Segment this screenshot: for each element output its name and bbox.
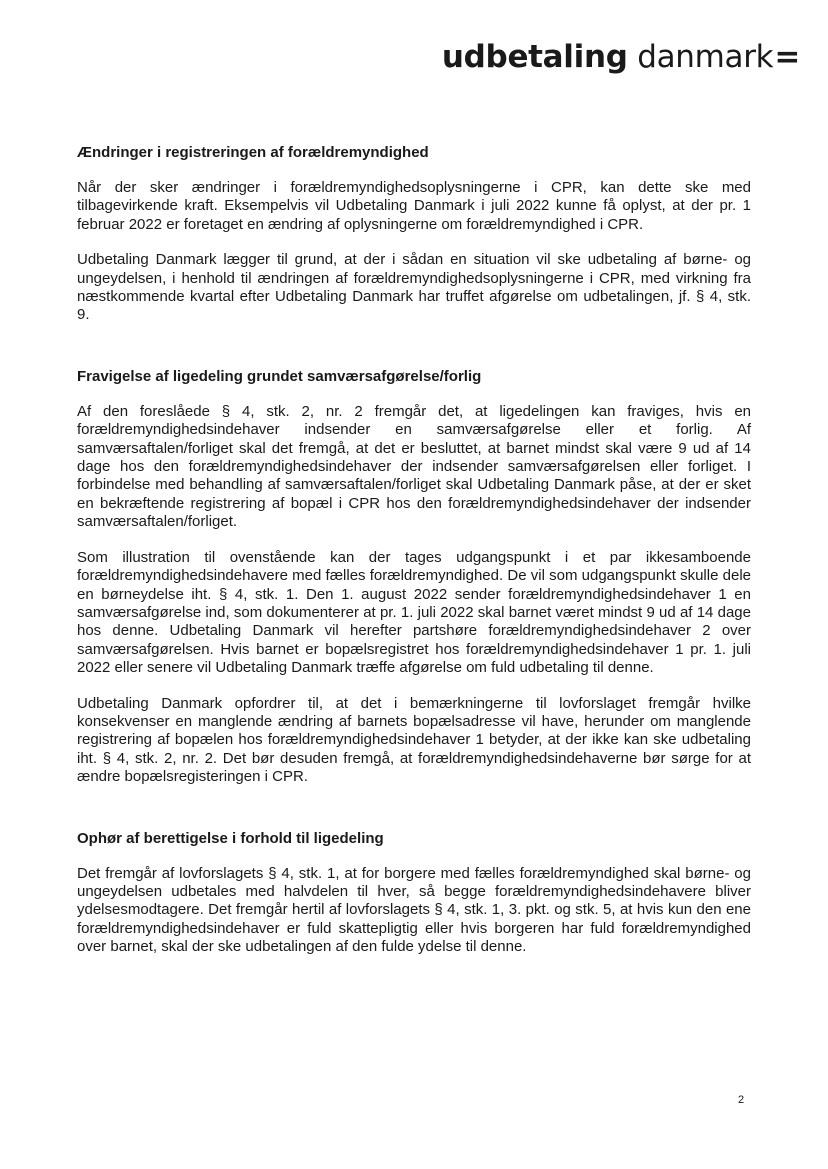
paragraph: Af den foreslåede § 4, stk. 2, nr. 2 fremgår det, at ligedelingen kan fraviges, hvis en forældremyndighedsindehaver indsender en samværsafgørelse eller et forlig. Af samværsaftalen/forliget skal det fremgå, at det er besluttet, at barnet mindst skal være 9 ud af 14 dage hos den forældremyndighedsindehaver der indsender samværsafgørelsen eller forliget. I forbindelse med behandling af samværsaftalen/forliget skal Udbetaling Danmark påse, at der er sket en bekræftende registrering af bopæl i CPR hos den forældremyndighedsindehaver der indsender samværsaftalen/forliget. (77, 402, 751, 531)
logo-word-udbetaling: udbetaling (441, 39, 628, 75)
paragraph: Når der sker ændringer i forældremyndighedsoplysningerne i CPR, kan dette ske med tilbagevirkende kraft. Eksempelvis vil Udbetaling Danmark i juli 2022 kunne få oplyst, at der pr. 1 februar 2022 er foretaget en ændring af oplysningerne om forældremyndighed i CPR. (77, 179, 751, 233)
logo-word-danmark: danmark (637, 39, 774, 75)
section-heading: Fravigelse af ligedeling grundet samværsafgørelse/forlig (77, 367, 482, 385)
section-heading: Ændringer i registreringen af forældremyndighed (77, 144, 429, 161)
udbetaling-danmark-logo (441, 39, 800, 75)
logo-equals-mark: = (774, 39, 800, 75)
paragraph: Som illustration til ovenstående kan der tages udgangspunkt i et par ikkesamboende forældremyndighedsindehavere med fælles forældremyndighed. De vil som udgangspunkt skulle dele en børneydelse iht. § 4, stk. 1. Den 1. august 2022 sender forældremyndighedsindehaver 1 en samværsafgørelse ind, som dokumenterer at pr. 1. juli 2022 skal barnet været mindst 9 ud af 14 dage hos denne. Udbetaling Danmark vil herefter partshøre forældremyndighedsindehaver 2 over samværsafgørelsen. Hvis barnet er bopælsregistret hos forældremyndighedsindehaver 1 pr. 1. juli 2022 eller senere vil Udbetaling Danmark træffe afgørelse om fuld udbetaling til denne. (77, 548, 751, 677)
document-body (77, 143, 751, 957)
paragraph: Det fremgår af lovforslagets § 4, stk. 1, at for borgere med fælles forældremyndighed skal børne- og ungeydelsen udbetales med halvdelen til hver, så begge forældremyndighedsindehavere bliver ydelsesmodtagere. Det fremgår hertil af lovforslagets § 4, stk. 1, 3. pkt. og stk. 5, at hvis kun den ene forældremyndighedsindehaver er fuld skattepligtig eller hvis borgeren har fuld forældremyndighed over barnet, skal der ske udbetalingen af den fulde ydelse til denne. (77, 864, 751, 956)
section-ophoer-berettigelse (77, 829, 751, 957)
paragraph: Udbetaling Danmark opfordrer til, at det i bemærkningerne til lovforslaget fremgår hvilke konsekvenser en manglende ændring af barnets bopælsadresse vil have, herunder om manglende registrering af bopælen hos forældremyndighedsindehaver 1 betyder, at der ikke kan ske udbetaling iht. § 4, stk. 2, nr. 2. Det bør desuden fremgå, at forældremyndighedsindehaverne bør sørge for at ændre bopælsregisteringen i CPR. (77, 694, 751, 786)
paragraph: Udbetaling Danmark lægger til grund, at der i sådan en situation vil ske udbetaling af børne- og ungeydelsen, i henhold til ændringen af forældremyndighedsoplysningerne i CPR, med virkning fra næstkommende kvartal efter Udbetaling Danmark har truffet afgørelse om udbetalingen, jf. § 4, stk. 9. (77, 251, 751, 324)
section-heading: Ophør af berettigelse i forhold til ligedeling (77, 829, 384, 847)
section-foraeldremyndighed-aendringer (77, 143, 751, 325)
section-fravigelse-ligedeling (77, 367, 751, 787)
page-number: 2 (738, 1094, 745, 1106)
